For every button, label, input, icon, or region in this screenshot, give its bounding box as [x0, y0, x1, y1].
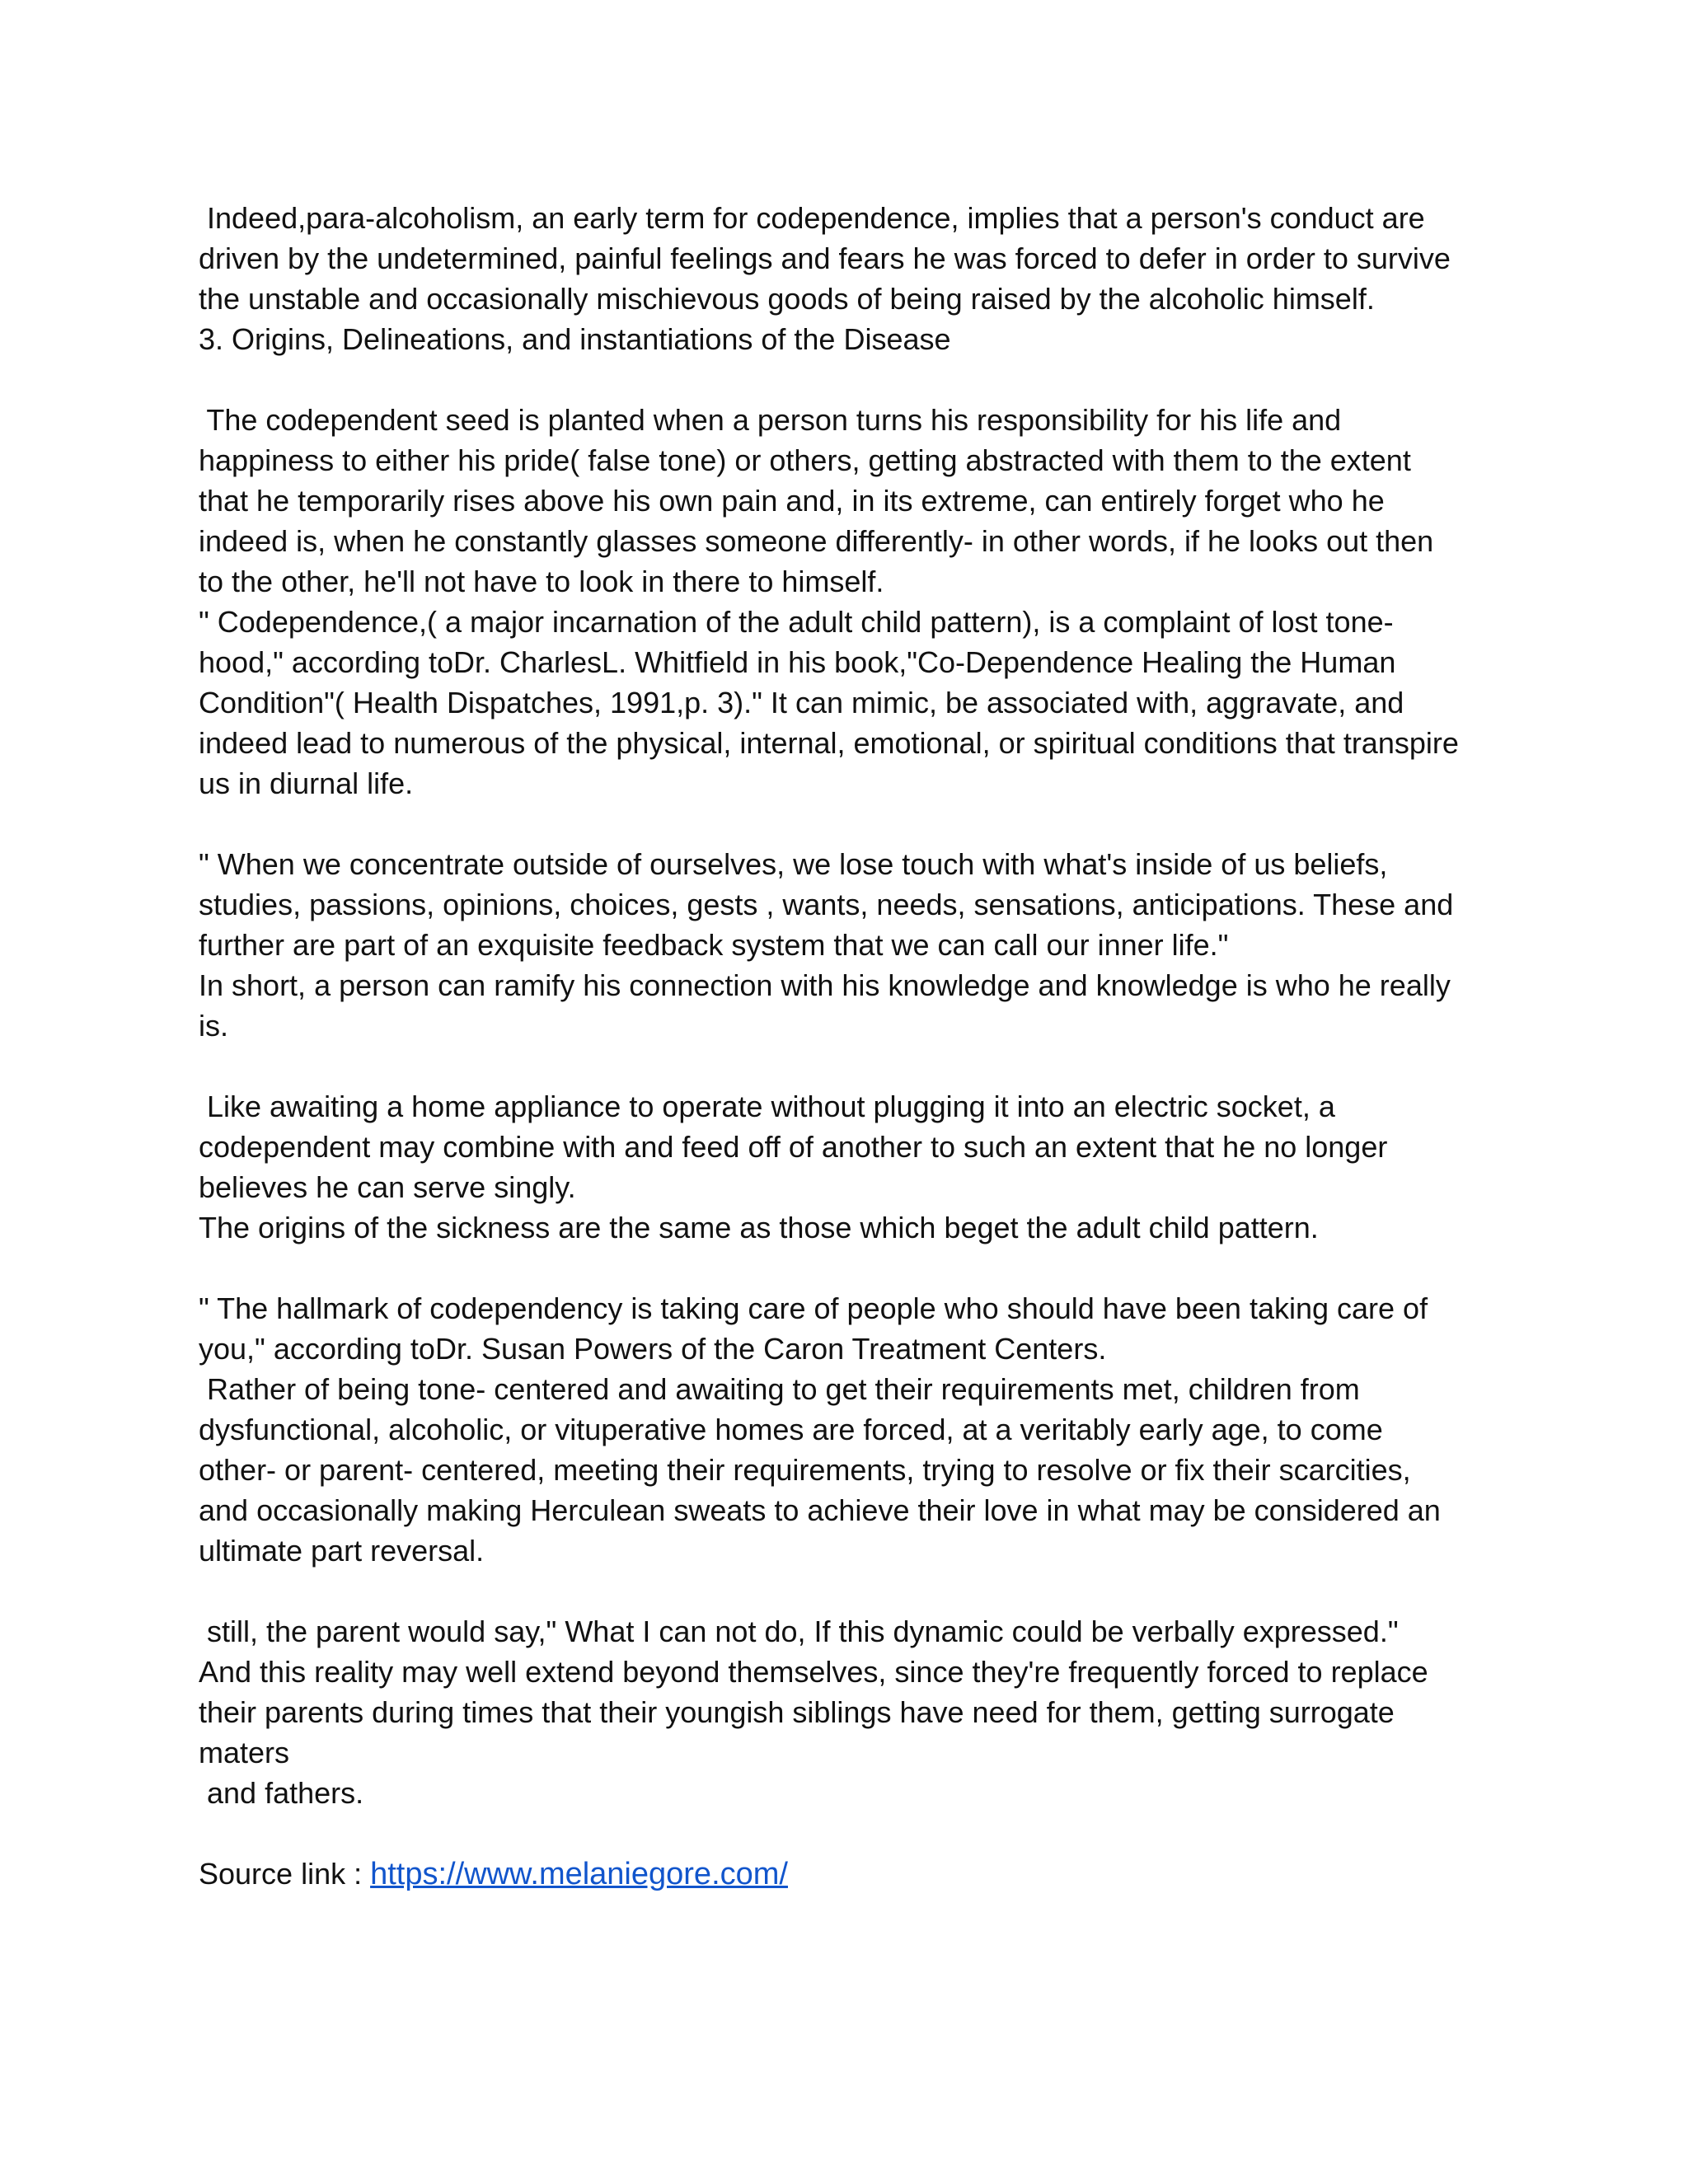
- text-line: other- or parent- centered, meeting their requirements, trying to resolve or fix their scarcities,: [199, 1453, 1411, 1487]
- text-line: Rather of being tone- centered and awaiting to get their requirements met, children from: [199, 1372, 1360, 1406]
- text-line: " Codependence,( a major incarnation of the adult child pattern), is a complaint of lost tone-: [199, 605, 1394, 639]
- blank-line: [199, 804, 1501, 844]
- section-heading: 3. Origins, Delineations, and instantiations of the Disease: [199, 322, 951, 356]
- source-row: [199, 1854, 1501, 1894]
- text-line: and fathers.: [199, 1776, 364, 1810]
- text-line: their parents during times that their youngish siblings have need for them, getting surrogate: [199, 1695, 1395, 1729]
- text-line: Like awaiting a home appliance to operate without plugging it into an electric socket, a: [199, 1090, 1335, 1123]
- text-line: The origins of the sickness are the same as those which beget the adult child pattern.: [199, 1211, 1319, 1244]
- text-line: Indeed,para-alcoholism, an early term for codependence, implies that a person's conduct are: [199, 201, 1425, 235]
- text-line: indeed lead to numerous of the physical, internal, emotional, or spiritual conditions that transpire: [199, 726, 1459, 760]
- text-line: Condition"( Health Dispatches, 1991,p. 3)." It can mimic, be associated with, aggravate, and: [199, 686, 1404, 719]
- text-line: further are part of an exquisite feedback system that we can call our inner life.": [199, 928, 1229, 962]
- blank-line: [199, 1571, 1501, 1611]
- text-line: The codependent seed is planted when a person turns his responsibility for his life and: [199, 403, 1342, 437]
- text-line: And this reality may well extend beyond themselves, since they're frequently forced to replace: [199, 1655, 1428, 1689]
- source-label: Source link :: [199, 1857, 371, 1891]
- text-line: happiness to either his pride( false tone) or others, getting abstracted with them to the extent: [199, 443, 1411, 477]
- text-line: and occasionally making Herculean sweats to achieve their love in what may be considered an: [199, 1493, 1441, 1527]
- blank-line: [199, 1046, 1501, 1086]
- text-line: driven by the undetermined, painful feelings and fears he was forced to defer in order to survive: [199, 241, 1451, 275]
- text-line: that he temporarily rises above his own pain and, in its extreme, can entirely forget who he: [199, 484, 1385, 518]
- text-line: studies, passions, opinions, choices, gests , wants, needs, sensations, anticipations. These and: [199, 888, 1454, 921]
- text-line: you," according toDr. Susan Powers of the Caron Treatment Centers.: [199, 1332, 1107, 1366]
- text-line: is.: [199, 1009, 228, 1043]
- text-line: " The hallmark of codependency is taking care of people who should have been taking care of: [199, 1291, 1428, 1325]
- text-line: believes he can serve singly.: [199, 1170, 576, 1204]
- blank-line: [199, 1813, 1501, 1854]
- text-line: " When we concentrate outside of ourselves, we lose touch with what's inside of us beliefs,: [199, 847, 1388, 881]
- text-line: ultimate part reversal.: [199, 1534, 485, 1568]
- text-line: codependent may combine with and feed off of another to such an extent that he no longer: [199, 1130, 1388, 1164]
- blank-line: [199, 359, 1501, 400]
- text-line: hood," according toDr. CharlesL. Whitfield in his book,"Co-Dependence Healing the Human: [199, 645, 1396, 679]
- blank-line: [199, 1248, 1501, 1288]
- text-line: maters: [199, 1736, 290, 1769]
- document-body: [199, 198, 1501, 1894]
- text-line: indeed is, when he constantly glasses someone differently- in other words, if he looks out then: [199, 524, 1434, 558]
- text-line: us in diurnal life.: [199, 766, 414, 800]
- source-link[interactable]: https://www.melaniegore.com/: [370, 1857, 788, 1891]
- text-line: dysfunctional, alcoholic, or vituperative homes are forced, at a veritably early age, to come: [199, 1413, 1383, 1446]
- text-line: In short, a person can ramify his connection with his knowledge and knowledge is who he really: [199, 968, 1451, 1002]
- text-line: still, the parent would say," What I can not do, If this dynamic could be verbally expressed.": [199, 1615, 1399, 1648]
- text-line: to the other, he'll not have to look in there to himself.: [199, 565, 884, 598]
- text-line: the unstable and occasionally mischievous goods of being raised by the alcoholic himself.: [199, 282, 1375, 316]
